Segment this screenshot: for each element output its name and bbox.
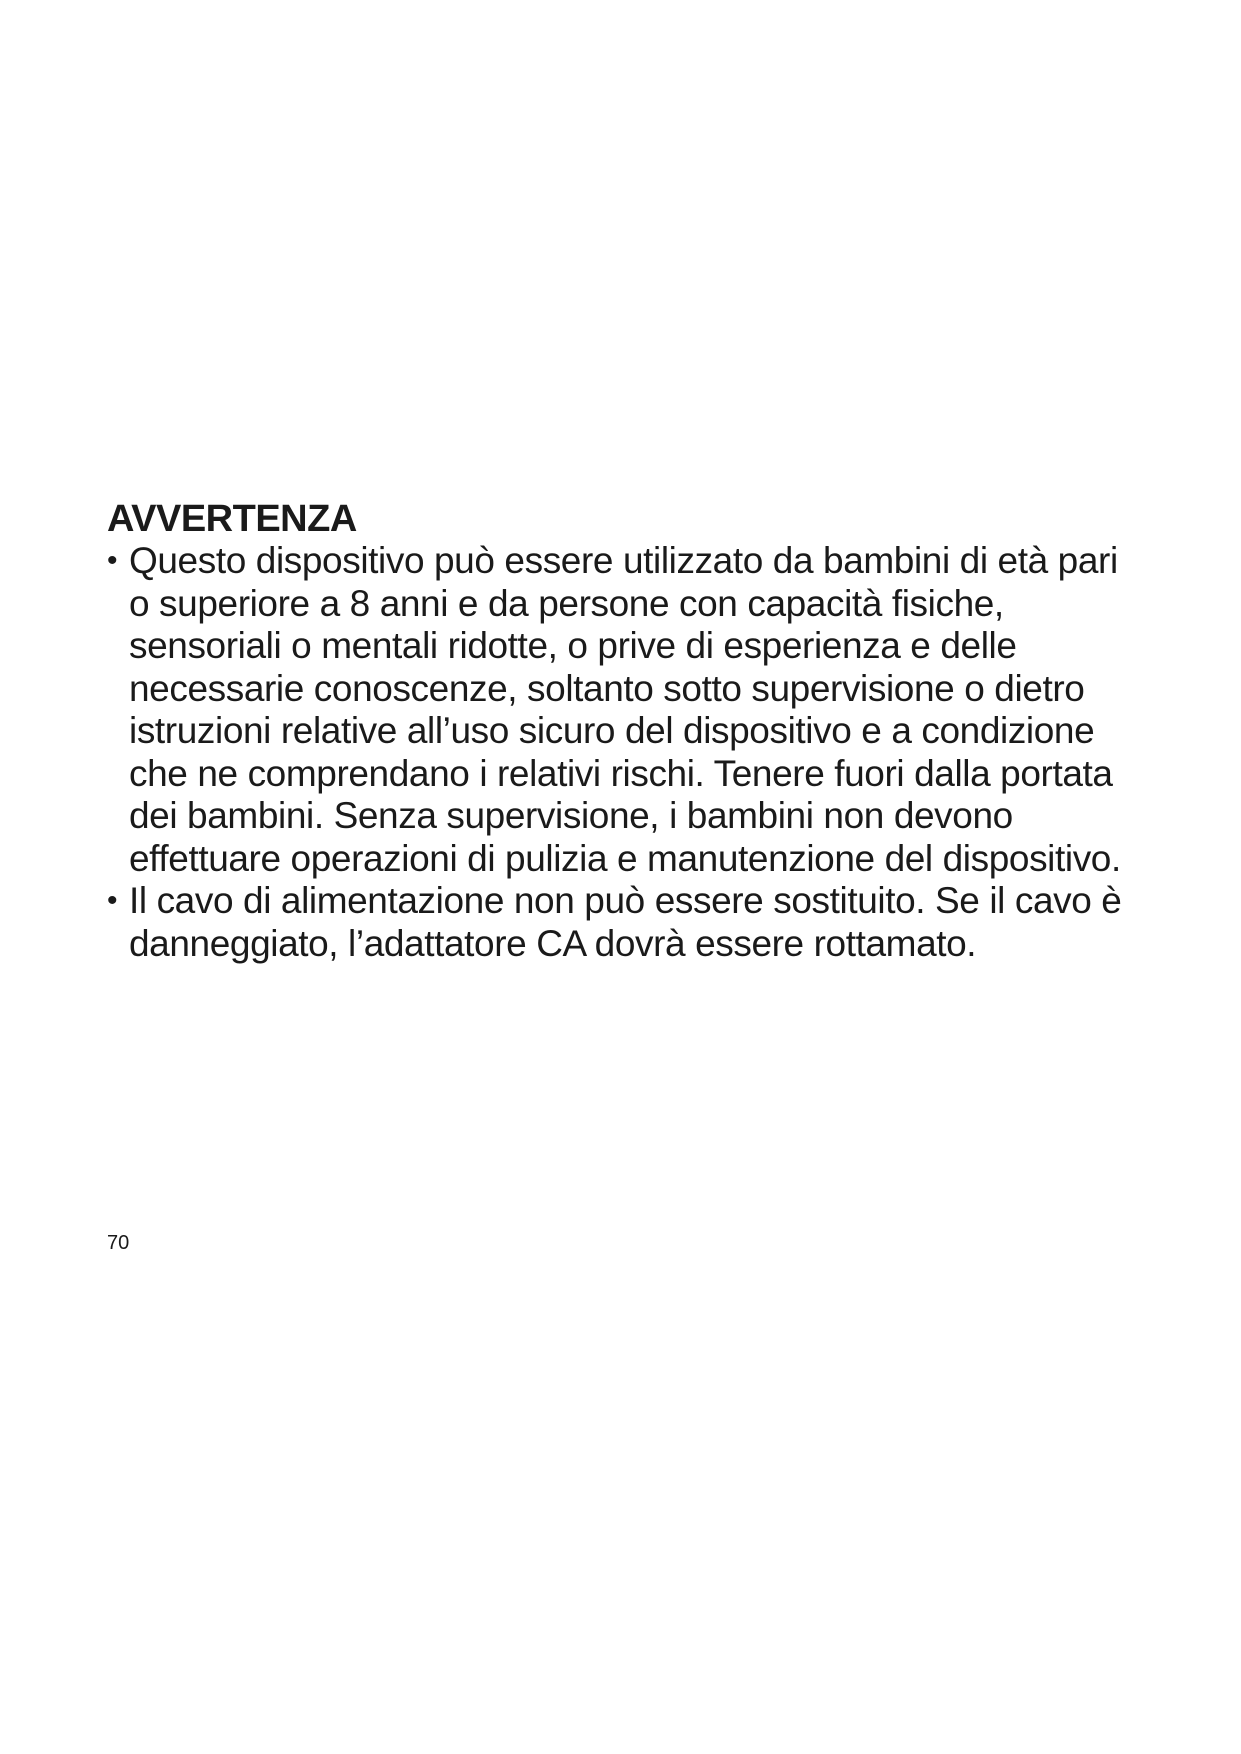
warning-item-power-cord: [107, 880, 1147, 965]
warning-list: [107, 540, 1147, 965]
page-number: 70: [107, 1232, 130, 1254]
bullet-icon: •: [107, 544, 118, 577]
warning-item-text: Il cavo di alimentazione non può essere sostituito. Se il cavo è danneggiato, l’adattatore CA dovrà essere rottamato.: [129, 880, 1122, 964]
warning-item-child-safety: [107, 540, 1147, 880]
warning-item-text: Questo dispositivo può essere utilizzato da bambini di età pari o superiore a 8 anni e da persone con capacità fisiche, sensoriali o mentali ridotte, o prive di esperienza e delle necessarie conoscenze, soltanto sotto supervisione o dietro istruzioni relative all’uso sicuro del dispositivo e a condizione che ne comprendano i relativi rischi. Tenere fuori dalla portata dei bambini. Senza supervisione, i bambini non devono effettuare operazioni di pulizia e manutenzione del dispositivo.: [129, 540, 1121, 879]
bullet-icon: •: [107, 884, 118, 917]
warning-title: AVVERTENZA: [107, 498, 357, 540]
warning-section: [107, 498, 1147, 965]
